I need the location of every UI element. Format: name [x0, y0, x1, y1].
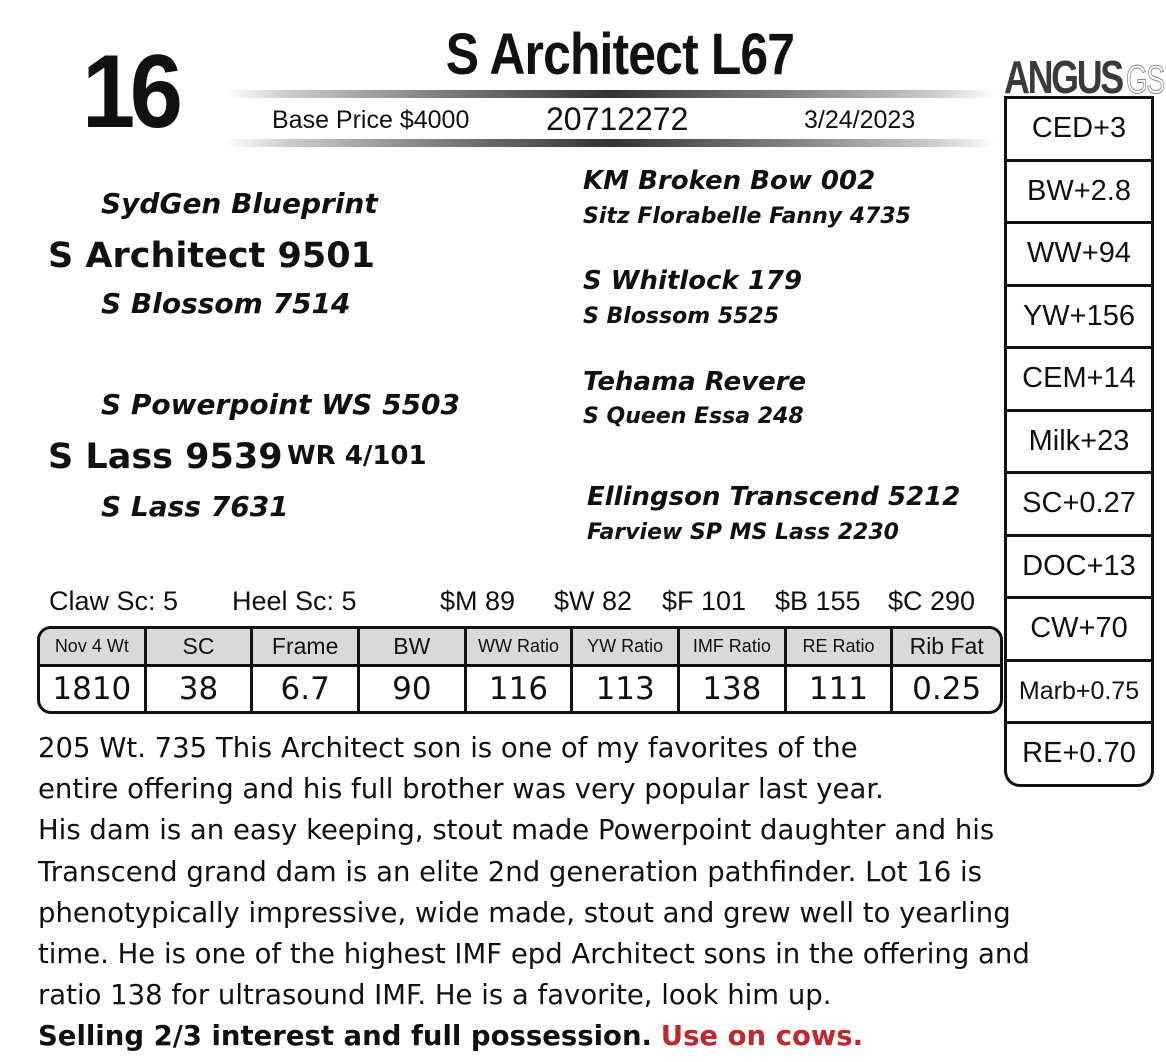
index-f: $F 101 — [662, 586, 747, 616]
pedigree-ddd: Farview SP MS Lass 2230 — [587, 520, 899, 545]
epd-bw: BW+2.8 — [1007, 159, 1151, 222]
header-rib-fat: Rib Fat — [893, 629, 1000, 667]
epd-sc: SC+0.27 — [1007, 471, 1151, 534]
value-ww-ratio: 116 — [467, 667, 574, 711]
angus-gs-logo — [1004, 50, 1166, 103]
pedigree-dam: S Lass 9539 — [48, 437, 283, 477]
value-nov-wt: 1810 — [40, 667, 147, 711]
description-line: time. He is one of the highest IMF epd Architect sons in the offering and — [38, 938, 1030, 971]
header-imf-ratio: IMF Ratio — [680, 629, 787, 667]
pedigree-ssd: Sitz Florabelle Fanny 4735 — [583, 204, 911, 229]
epd-cw: CW+70 — [1007, 596, 1151, 659]
index-c: $C 290 — [888, 586, 976, 616]
pedigree-sire: S Architect 9501 — [48, 236, 375, 276]
epd-cem: CEM+14 — [1007, 346, 1151, 409]
epd-re: RE+0.70 — [1007, 721, 1151, 784]
header-rule-top — [226, 90, 996, 98]
value-yw-ratio: 113 — [573, 667, 680, 711]
header-frame: Frame — [253, 629, 360, 667]
dam-record: WR 4/101 — [287, 441, 427, 471]
description-line: 205 Wt. 735 This Architect son is one of my favorites of the — [38, 732, 858, 764]
epd-milk: Milk+23 — [1007, 409, 1151, 472]
description-line: Transcend grand dam is an elite 2nd generation pathfinder. Lot 16 is — [38, 855, 983, 888]
index-w: $W 82 — [554, 586, 633, 616]
claw-score: Claw Sc: 5 — [49, 586, 179, 616]
birth-date: 3/24/2023 — [804, 106, 916, 134]
header-nov-wt: Nov 4 Wt — [40, 629, 147, 667]
value-frame: 6.7 — [253, 667, 360, 711]
epd-column — [1004, 96, 1154, 787]
value-re-ratio: 111 — [787, 667, 894, 711]
lot-number: 16 — [82, 34, 178, 150]
registration-number: 20712272 — [546, 101, 689, 137]
epd-yw: YW+156 — [1007, 284, 1151, 347]
header-ww-ratio: WW Ratio — [467, 629, 574, 667]
pedigree-sire-dam: S Blossom 7514 — [101, 287, 351, 320]
epd-doc: DOC+13 — [1007, 534, 1151, 597]
gs-logo-text: GS — [1126, 58, 1164, 102]
header-bw: BW — [360, 629, 467, 667]
header-yw-ratio: YW Ratio — [573, 629, 680, 667]
index-b: $B 155 — [775, 586, 861, 616]
lot-description — [38, 728, 1158, 1058]
base-price: Base Price $4000 — [272, 106, 470, 134]
index-m: $M 89 — [440, 586, 516, 616]
value-bw: 90 — [360, 667, 467, 711]
pedigree-sire-sire: SydGen Blueprint — [101, 187, 378, 220]
pedigree-dam-sire: S Powerpoint WS 5503 — [101, 388, 461, 421]
epd-marb: Marb+0.75 — [1007, 659, 1151, 722]
pedigree-sds: S Whitlock 179 — [583, 266, 803, 296]
use-on-cows-note: Use on cows. — [660, 1020, 864, 1053]
pedigree-dds: Ellingson Transcend 5212 — [587, 482, 961, 512]
header-re-ratio: RE Ratio — [787, 629, 894, 667]
value-rib-fat: 0.25 — [912, 671, 982, 707]
description-line: phenotypically impressive, wide made, stout and grew well to yearling — [38, 896, 1011, 929]
pedigree-dsd: S Queen Essa 248 — [583, 404, 804, 429]
header-sc: SC — [147, 629, 254, 667]
angus-logo-text: ANGUS — [1004, 51, 1122, 103]
selling-terms: Selling 2/3 interest and full possession. — [38, 1020, 652, 1053]
epd-ced: CED+3 — [1007, 96, 1151, 159]
animal-name-title: S Architect L67 — [445, 22, 795, 87]
heel-score: Heel Sc: 5 — [232, 586, 357, 616]
pedigree-sdd: S Blossom 5525 — [583, 304, 780, 329]
description-line: His dam is an easy keeping, stout made Powerpoint daughter and his — [38, 814, 995, 847]
pedigree-dam-dam: S Lass 7631 — [101, 490, 289, 523]
header-rule-bottom — [226, 139, 996, 147]
pedigree-sss: KM Broken Bow 002 — [583, 166, 876, 196]
performance-table — [37, 626, 1003, 714]
description-line: ratio 138 for ultrasound IMF. He is a favorite, look him up. — [38, 979, 832, 1012]
pedigree-dss: Tehama Revere — [583, 367, 807, 397]
value-sc: 38 — [147, 667, 254, 711]
value-imf-ratio: 138 — [680, 667, 787, 711]
description-line: entire offering and his full brother was very popular last year. — [38, 773, 884, 806]
epd-ww: WW+94 — [1007, 221, 1151, 284]
